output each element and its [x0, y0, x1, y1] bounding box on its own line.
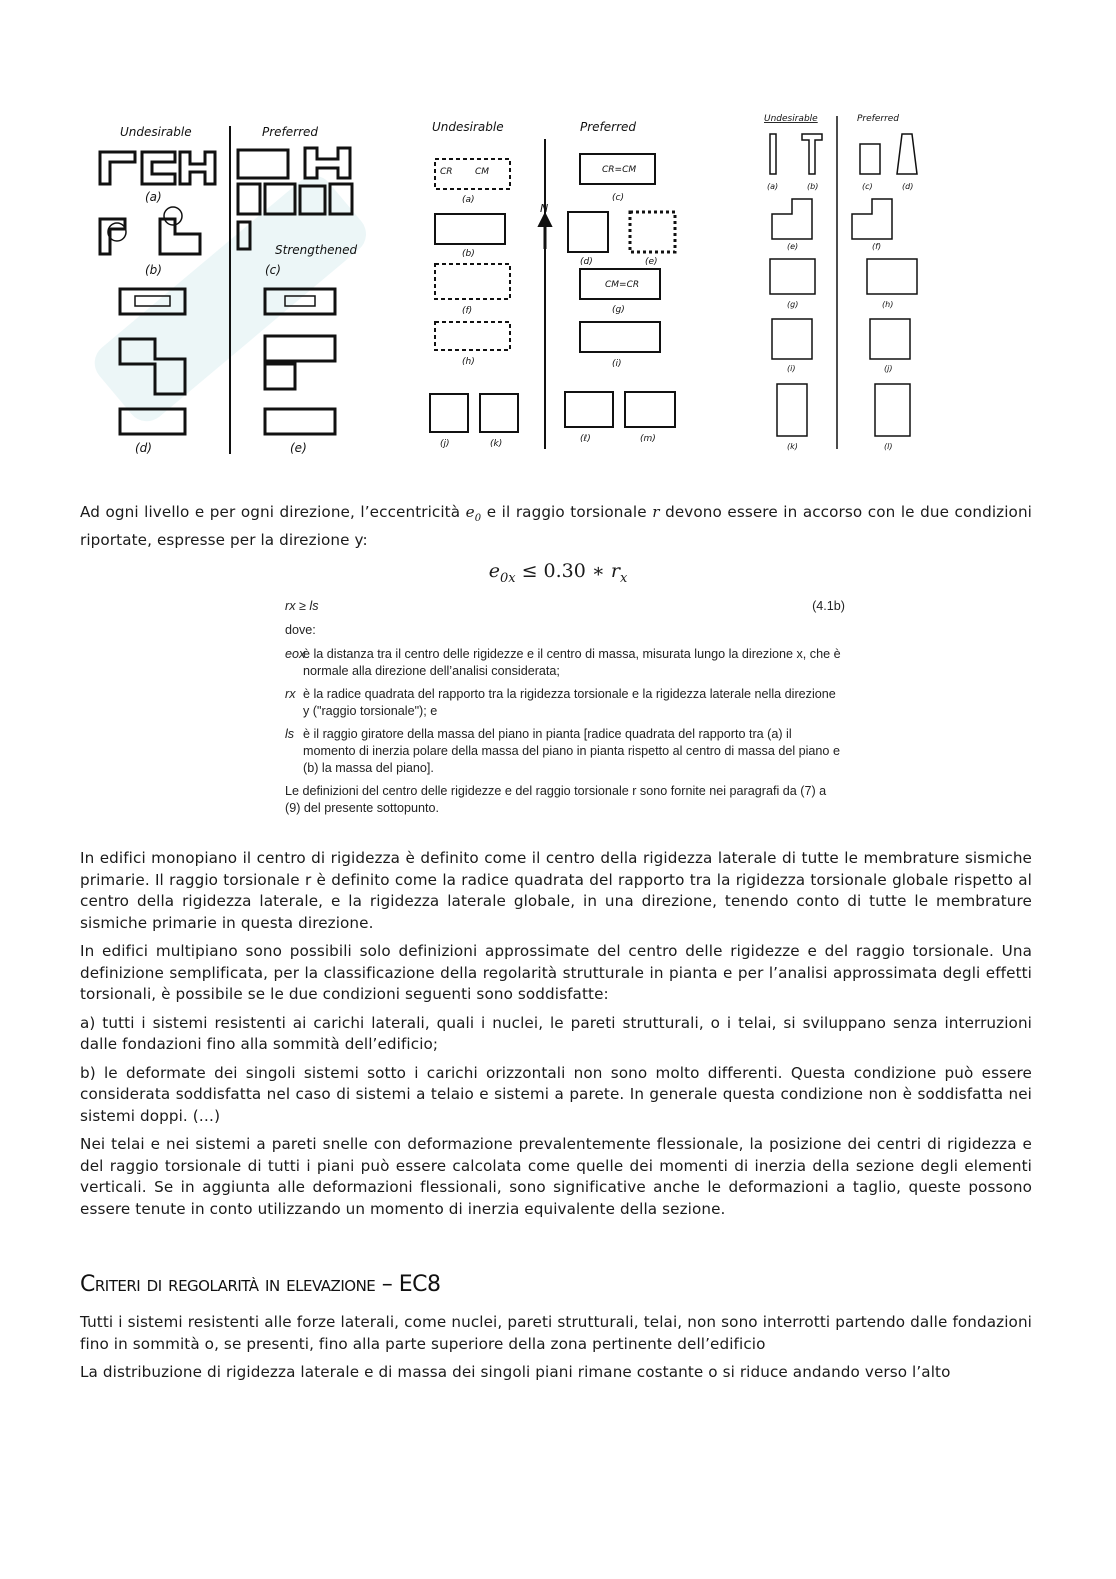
label-c: (c): [612, 193, 624, 203]
label-d: (d): [135, 441, 152, 455]
shape-e3: [265, 364, 295, 389]
label-j: (j): [440, 439, 450, 449]
eq-left: rx ≥ ls: [285, 599, 319, 613]
paragraph: Nei telai e nei sistemi a pareti snelle con deformazione prevalentemente flessionale, la posizione dei centri di rigidezza e del raggio torsionale di tutti i piani può essere calcolata come quelle dei momenti di inerzia della sezione degli elementi verticali. Se in aggiunta alle deformazioni flessionali, sono significative anche le deformazioni a taglio, queste possono essere tenute in conto utilizzando un momento di inerzia equivalente della sezione.: [80, 1135, 1032, 1218]
definition-eox: [285, 646, 845, 680]
plan-h: [435, 322, 510, 350]
shape-d3: [120, 409, 185, 434]
symbol-r: r: [652, 503, 660, 521]
def-text: è la distanza tra il centro delle rigidezze e il centro di massa, misurata lungo la direzione x, che è normale alla direzione dell’analisi considerata;: [303, 647, 841, 678]
label-undesirable: Undesirable: [120, 125, 192, 139]
def-text: è la radice quadrata del rapporto tra la rigidezza torsionale e la rigidezza laterale nella direzione y ("raggio torsionale"); e: [303, 687, 836, 718]
label-j: (j): [884, 364, 893, 373]
label-h: (h): [462, 357, 475, 367]
shape-c2: [265, 184, 295, 214]
figure-stiffness-centers: [420, 104, 690, 464]
north-arrow-head: [539, 214, 551, 226]
label-preferred: Preferred: [580, 120, 637, 134]
elev-k: [777, 384, 807, 436]
label-b: (b): [807, 182, 819, 191]
formula-eccentricity: [0, 560, 1116, 586]
label-c: (c): [862, 182, 873, 191]
stress-circle: [164, 207, 182, 225]
plan-k: [480, 394, 518, 432]
plan-j: [430, 394, 468, 432]
label-f: (f): [872, 242, 882, 251]
shape-r: [100, 152, 135, 184]
definition-note: Le definizioni del centro delle rigidezze e del raggio torsionale r sono fornite nei paragrafi da (7) a (9) del presente sottopunto.: [285, 784, 827, 815]
section-heading: Criteri di regolarità in elevazione – EC8: [80, 1272, 441, 1297]
formula-r-sub: x: [619, 570, 628, 586]
formula-e: e: [488, 560, 500, 582]
label-g: (g): [612, 305, 625, 315]
definition-rx: [285, 686, 845, 720]
shape-d2: [120, 339, 185, 394]
label-a: (a): [462, 195, 475, 205]
def-text: è il raggio giratore della massa del piano in pianta [radice quadrata del rapporto tra (a) il momento di inerzia polare della massa del piano in pianta rispetto al centro di massa del piano e (b) la massa del piano].: [303, 727, 840, 775]
paragraph: In edifici monopiano il centro di rigidezza è definito come il centro della rigidezza laterale di tutte le membrature sismiche primarie. Il raggio torsionale r è definito come la radice quadrata del rapporto tra la rigidezza torsionale globale rispetto al centro della rigidezza laterale, e la rigidezza laterale globale, in una direzione, tenendo conto di tutte le membrature sismiche primarie in questa direzione.: [80, 849, 1032, 932]
label-e: (e): [645, 257, 658, 267]
symbol-e-sub: 0: [474, 513, 482, 525]
body-section: [80, 848, 1032, 1220]
label-d: (d): [580, 257, 593, 267]
label-d: (d): [902, 182, 914, 191]
label-preferred: Preferred: [262, 125, 319, 139]
intro-text-b: e il raggio torsionale: [486, 503, 647, 521]
plan-b: [435, 214, 505, 244]
figure-plan-shapes: [80, 104, 400, 464]
label-crcm: CR=CM: [602, 165, 637, 175]
label-north: N: [540, 202, 549, 215]
label-g: (g): [787, 300, 799, 309]
body-section-after: [80, 1312, 1032, 1384]
plan-f: [435, 264, 510, 299]
shape-c3: [300, 186, 325, 214]
elev-g: [770, 259, 815, 294]
elev-f: [852, 199, 892, 239]
label-e: (e): [787, 242, 799, 251]
label-cr: CR: [440, 167, 453, 177]
label-b: (b): [462, 249, 475, 259]
elev-i: [772, 319, 812, 359]
elev-l: [875, 384, 910, 436]
shape-c1: [238, 184, 260, 214]
paragraph: La distribuzione di rigidezza laterale e di massa dei singoli piani rimane costante o si riduce andando verso l’alto: [80, 1363, 951, 1381]
label-c: (c): [265, 263, 281, 277]
label-k: (k): [490, 439, 503, 449]
shape-e1-inner: [285, 296, 315, 306]
shape-h: [180, 152, 215, 184]
label-cm: CM: [475, 167, 490, 177]
elev-j: [870, 319, 910, 359]
elev-h: [867, 259, 917, 294]
label-m: (m): [640, 434, 656, 444]
definition-ls: [285, 726, 845, 777]
eq-number: (4.1b): [812, 599, 845, 613]
elev-c: [860, 144, 880, 174]
shape-e1: [265, 289, 335, 314]
shape-h-pref: [305, 148, 350, 178]
symbol-e: e: [465, 503, 475, 521]
label-l: (l): [884, 442, 893, 451]
code-excerpt: [285, 598, 845, 817]
label-undesirable: Undesirable: [432, 120, 504, 134]
label-preferred: Preferred: [857, 114, 900, 124]
label-a: (a): [145, 190, 162, 204]
def-symbol: ls: [285, 727, 295, 741]
paragraph-intro: [80, 502, 1032, 551]
label-a: (a): [767, 182, 779, 191]
plan-m: [625, 392, 675, 427]
elev-b: [802, 134, 822, 174]
shape-l2: [160, 219, 200, 254]
def-symbol: eox: [285, 647, 306, 661]
shape-c4: [330, 184, 352, 214]
plan-i: [580, 322, 660, 352]
label-i: (i): [787, 364, 796, 373]
plan-l: [565, 392, 613, 427]
figure-elevations: [752, 104, 932, 464]
elev-e: [772, 199, 812, 239]
label-cmcr: CM=CR: [605, 280, 640, 290]
shape-e2: [265, 336, 335, 361]
def-symbol: rx: [285, 687, 296, 701]
intro-text-c: devono essere in accorso con le due condizioni riportate, espresse per la direzione y:: [80, 503, 1032, 549]
shape-c: [142, 152, 175, 184]
label-e: (e): [290, 441, 307, 455]
shape-d1-inner: [135, 296, 170, 306]
shape-d1: [120, 289, 185, 314]
plan-e: [630, 212, 675, 252]
label-b: (b): [145, 263, 162, 277]
where-label: dove:: [285, 623, 316, 637]
label-l: (ℓ): [580, 434, 591, 444]
label-strengthened: Strengthened: [275, 243, 358, 257]
formula-e-sub: 0x: [499, 570, 516, 586]
plan-d: [568, 212, 608, 252]
label-i: (i): [612, 359, 622, 369]
paragraph: Tutti i sistemi resistenti alle forze laterali, come nuclei, pareti strutturali, telai, non sono interrotti partendo dalle fondazioni fino in sommità o, se presenti, fino alla parte superiore della zona pertinente dell’edificio: [80, 1313, 1032, 1353]
paragraph: In edifici multipiano sono possibili solo definizioni approssimate del centro delle rigidezze e del raggio torsionale. Una definizione semplificata, per la classificazione della regolarità strutturale in pianta e per l’analisi approssimata degli effetti torsionali, è possibile se le due condizioni seguenti sono soddisfatte:: [80, 942, 1032, 1003]
label-k: (k): [787, 442, 798, 451]
elev-a: [770, 134, 776, 174]
shape-strengthened: [238, 222, 250, 249]
paragraph: b) le deformate dei singoli sistemi sotto i carichi orizzontali non sono molto differenti. Questa condizione può essere considerata soddisfatta nel caso di sistemi a telaio e sistemi a parete. In generale questa condizione non è soddisfatta nei sistemi doppi. (…): [80, 1063, 1032, 1125]
shape-rect: [238, 150, 288, 178]
paragraph: a) tutti i sistemi resistenti ai carichi laterali, quali i nuclei, le pareti strutturali, o i telai, si sviluppano senza interruzioni dalle fondazioni fino alla sommità dell’edificio;: [80, 1013, 1032, 1053]
label-f: (f): [462, 306, 473, 316]
shape-e4: [265, 409, 335, 434]
label-h: (h): [882, 300, 894, 309]
elev-d: [897, 134, 917, 174]
formula-rest: ≤ 0.30 ∗: [521, 560, 611, 582]
formula-r: r: [610, 560, 620, 582]
intro-text-a: Ad ogni livello e per ogni direzione, l’eccentricità: [80, 503, 461, 521]
label-undesirable: Undesirable: [764, 114, 818, 124]
